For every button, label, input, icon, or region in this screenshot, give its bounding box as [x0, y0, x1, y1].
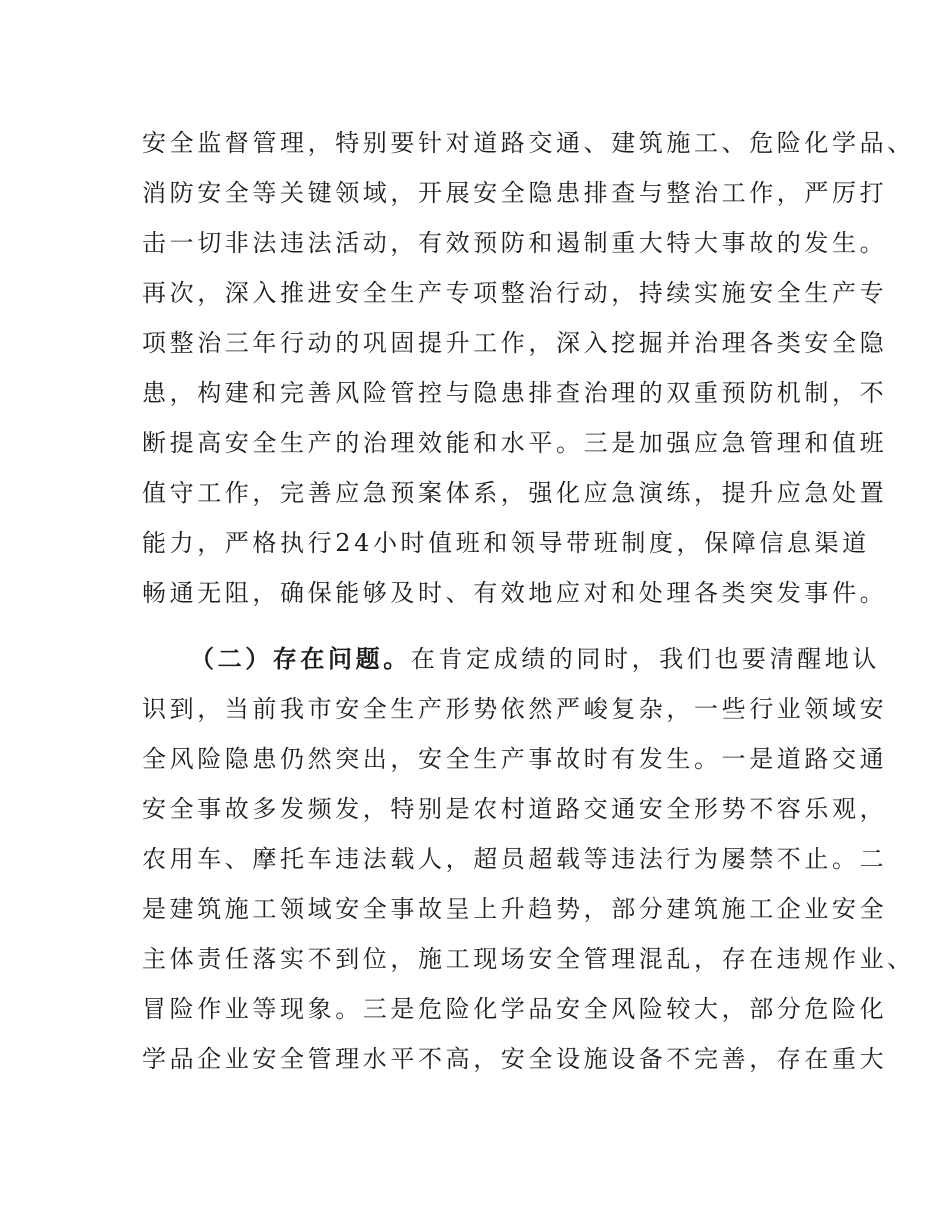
paragraph1-line-7: 断提高安全生产的治理效能和水平。三是加强应急管理和值班	[142, 429, 888, 457]
paragraph1-line-6: 患，构建和完善风险管控与隐患排查治理的双重预防机制，不	[142, 379, 888, 407]
paragraph2-line-4: 安全事故多发频发，特别是农村道路交通安全形势不容乐观，	[142, 795, 888, 823]
paragraph1-line-10: 畅通无阻，确保能够及时、有效地应对和处理各类突发事件。	[142, 579, 888, 607]
paragraph2-first-line-text: 在肯定成绩的同时，我们也要清醒地认	[410, 645, 881, 673]
paragraph2-line-9: 学品企业安全管理水平不高，安全设施设备不完善，存在重大	[142, 1045, 888, 1073]
paragraph2-first-line	[190, 643, 880, 675]
paragraph2-line-8: 冒险作业等现象。三是危险化学品安全风险较大，部分危险化	[142, 995, 888, 1023]
section-heading: （二）存在问题。	[190, 644, 411, 673]
paragraph1-line-8: 值守工作，完善应急预案体系，强化应急演练，提升应急处置	[142, 479, 888, 507]
paragraph2-line-5: 农用车、摩托车违法载人，超员超载等违法行为屡禁不止。二	[142, 845, 888, 873]
paragraph2-line-7: 主体责任落实不到位，施工现场安全管理混乱，存在违规作业、	[142, 945, 915, 973]
paragraph1-line-1: 安全监督管理，特别要针对道路交通、建筑施工、危险化学品、	[142, 129, 915, 157]
paragraph2-line-3: 全风险隐患仍然突出，安全生产事故时有发生。一是道路交通	[142, 745, 888, 773]
paragraph2-line-6: 是建筑施工领域安全事故呈上升趋势，部分建筑施工企业安全	[142, 895, 888, 923]
paragraph1-line-2: 消防安全等关键领域，开展安全隐患排查与整治工作，严厉打	[142, 179, 888, 207]
paragraph1-line-4: 再次，深入推进安全生产专项整治行动，持续实施安全生产专	[142, 279, 888, 307]
paragraph1-line-3: 击一切非法违法活动，有效预防和遏制重大特大事故的发生。	[142, 229, 888, 257]
paragraph2-line-2: 识到，当前我市安全生产形势依然严峻复杂，一些行业领域安	[142, 695, 888, 723]
paragraph1-line-5: 项整治三年行动的巩固提升工作，深入挖掘并治理各类安全隐	[142, 329, 888, 357]
paragraph1-line-9: 能力，严格执行24小时值班和领导带班制度，保障信息渠道	[142, 529, 870, 557]
